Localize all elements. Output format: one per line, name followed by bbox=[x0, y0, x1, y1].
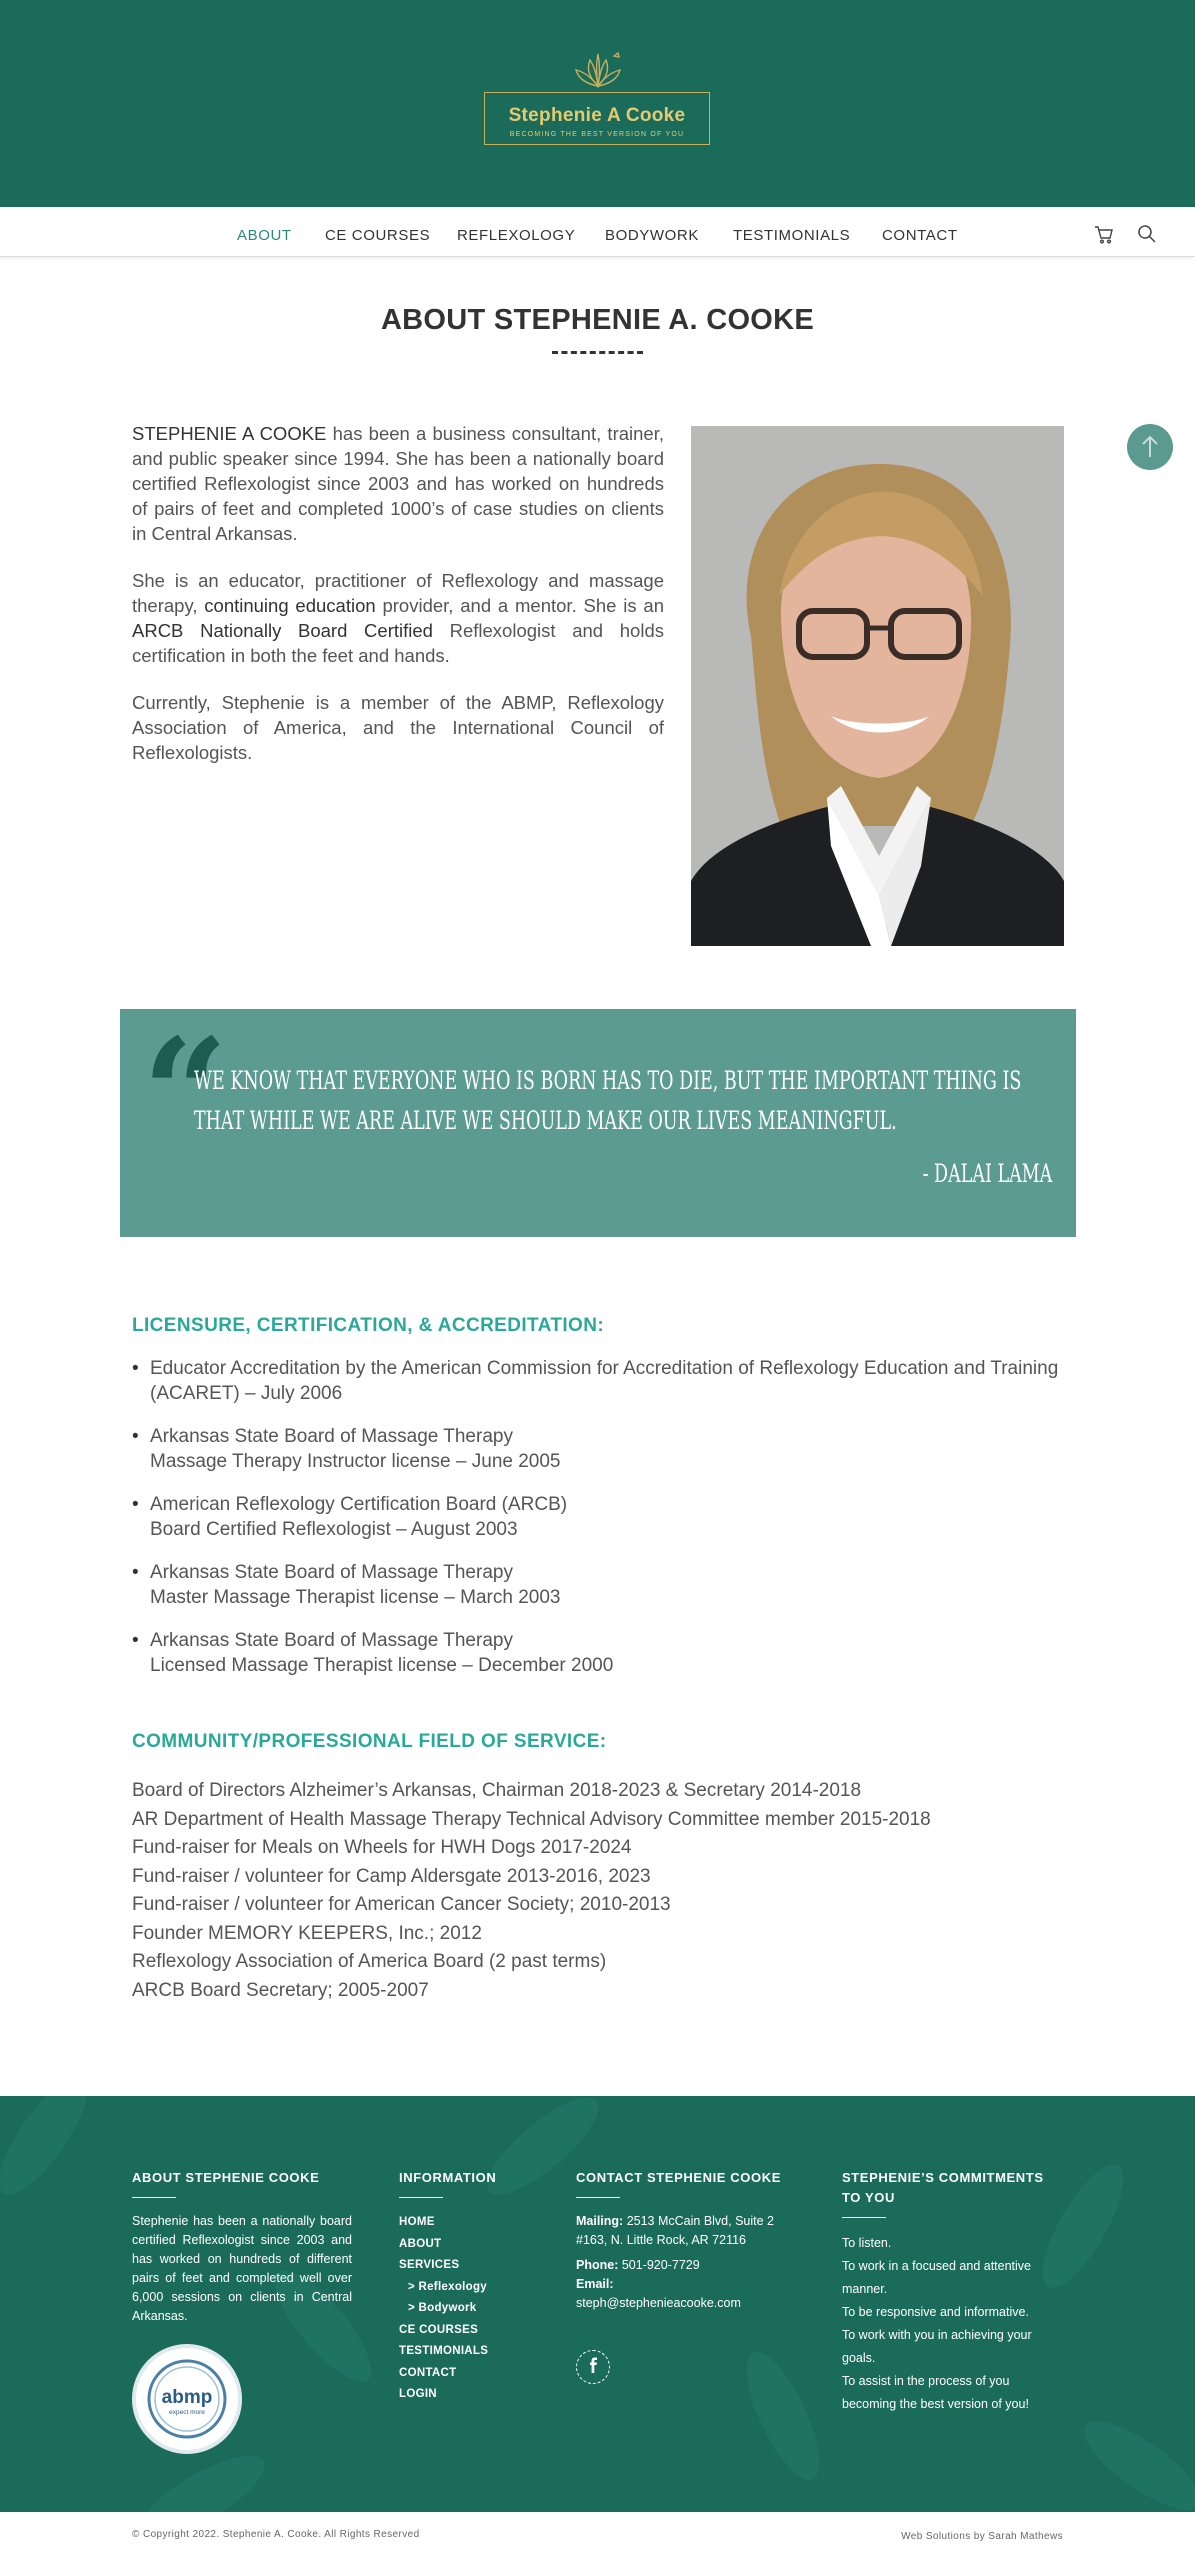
leaf-decoration bbox=[1072, 2407, 1195, 2512]
list-item bbox=[132, 1628, 1064, 1678]
site-header bbox=[0, 0, 1195, 207]
facebook-icon bbox=[578, 2351, 609, 2382]
quote-block bbox=[120, 1006, 1076, 1237]
item-line: Massage Therapy Instructor license – June 2005 bbox=[150, 1451, 561, 1472]
footer-link-login[interactable]: LOGIN bbox=[399, 2388, 437, 2400]
footer-link-contact[interactable]: CONTACT bbox=[399, 2366, 457, 2379]
back-to-top-button[interactable] bbox=[1127, 424, 1173, 470]
abmp-logo-icon bbox=[136, 2348, 238, 2450]
footer-link-about[interactable]: ABOUT bbox=[399, 2237, 442, 2250]
community-heading: COMMUNITY/PROFESSIONAL FIELD OF SERVICE: bbox=[132, 1731, 607, 1752]
list-item bbox=[132, 1424, 1064, 1474]
leaf-decoration bbox=[733, 2343, 834, 2489]
item-line: Educator Accreditation by the American Commission for Accreditation of Reflexology Education and Training (ACARET) – July 2006 bbox=[150, 1358, 1059, 1404]
licensure-list bbox=[132, 1356, 1064, 1696]
footer-link-testimonials[interactable]: TESTIMONIALS bbox=[399, 2345, 489, 2357]
quote-author: - DALAI LAMA bbox=[922, 1159, 1052, 1188]
title-divider bbox=[552, 351, 643, 354]
phone bbox=[576, 2256, 806, 2275]
copyright-text: © Copyright 2022. Stephenie A. Cooke. All Rights Reserved bbox=[132, 2529, 420, 2540]
arrow-up-icon bbox=[1127, 424, 1173, 470]
community-list bbox=[132, 1777, 1064, 2005]
mailing-address bbox=[576, 2212, 806, 2250]
lotus-logo-icon bbox=[568, 48, 628, 92]
bio-text: provider, and a mentor. She is an bbox=[375, 595, 664, 616]
bio-text: has been a business consultant, trainer, and public speaker since 1994. She has been a nationally board certified Reflexologist since 2003 and has worked on hundreds of pairs of feet and completed 1000’s of case studies on clients in Central Arkansas. bbox=[132, 423, 664, 544]
item-line: Board Certified Reflexologist – August 2003 bbox=[150, 1519, 518, 1540]
list-item: Fund-raiser for Meals on Wheels for HWH Dogs 2017-2024 bbox=[132, 1837, 632, 1858]
item-line: Arkansas State Board of Massage Therapy bbox=[150, 1630, 513, 1651]
footer-about-heading: ABOUT STEPHENIE COOKE bbox=[132, 2170, 320, 2185]
item-line: Arkansas State Board of Massage Therapy bbox=[150, 1562, 513, 1583]
footer-link-ce-courses[interactable]: CE COURSES bbox=[399, 2323, 479, 2336]
footer-commitments bbox=[842, 2168, 1063, 2416]
commitment-item: To work in a focused and attentive manner. bbox=[842, 2259, 1032, 2296]
item-line: Master Massage Therapist license – March 2003 bbox=[150, 1587, 561, 1608]
footer-link-bodywork[interactable]: > Bodywork bbox=[408, 2302, 477, 2314]
list-item: Fund-raiser / volunteer for American Cancer Society; 2010-2013 bbox=[132, 1894, 671, 1915]
commitment-item: To assist in the process of you becoming the best version of you! bbox=[842, 2374, 1029, 2411]
footer-about-text: Stephenie has been a nationally board certified Reflexologist since 2003 and has worked on hundreds of different pairs of feet and completed well over 6,000 sessions on clients in Central Arkansas. bbox=[132, 2214, 352, 2323]
list-item: Reflexology Association of America Board (2 past terms) bbox=[132, 1951, 607, 1972]
footer-contact bbox=[576, 2168, 806, 2313]
divider bbox=[576, 2197, 620, 2198]
bio-paragraph-3: Currently, Stephenie is a member of the ABMP, Reflexology Association of America, and the International Council of Reflexologists. bbox=[132, 692, 664, 763]
item-line: American Reflexology Certification Board (ARCB) bbox=[150, 1494, 568, 1515]
email-label: Email: bbox=[576, 2277, 614, 2291]
mailing-value: 2513 McCain Blvd, Suite 2 #163, N. Little Rock, AR 72116 bbox=[576, 2214, 774, 2247]
list-item: AR Department of Health Massage Therapy Technical Advisory Committee member 2015-2018 bbox=[132, 1808, 931, 1830]
footer-link-services[interactable]: SERVICES bbox=[399, 2259, 460, 2271]
logo-tagline: BECOMING THE BEST VERSION OF YOU bbox=[509, 131, 685, 138]
divider bbox=[399, 2197, 443, 2198]
footer-info-heading: INFORMATION bbox=[399, 2170, 497, 2185]
nav-bodywork[interactable]: BODYWORK bbox=[605, 227, 699, 244]
footer-about bbox=[132, 2168, 352, 2326]
copyright-bar bbox=[0, 2512, 1195, 2560]
quote-mark-icon: “ bbox=[142, 1006, 229, 1182]
bio-text: Reflexologist and holds certification in both the feet and hands. bbox=[132, 620, 664, 666]
about-bio bbox=[132, 421, 664, 787]
arcb-link[interactable]: ARCB Nationally Board Certified bbox=[132, 620, 433, 641]
list-item: Board of Directors Alzheimer’s Arkansas, Chairman 2018-2023 & Secretary 2014-2018 bbox=[132, 1780, 862, 1801]
list-item: Fund-raiser / volunteer for Camp Aldersgate 2013-2016, 2023 bbox=[132, 1865, 651, 1887]
list-item: ARCB Board Secretary; 2005-2007 bbox=[132, 1979, 429, 2001]
logo-name: Stephenie A Cooke bbox=[508, 105, 686, 126]
list-item: Founder MEMORY KEEPERS, Inc.; 2012 bbox=[132, 1922, 482, 1944]
footer-contact-heading: CONTACT STEPHENIE COOKE bbox=[576, 2170, 781, 2185]
email-link[interactable]: steph@stephenieacooke.com bbox=[576, 2296, 741, 2310]
bio-name: STEPHENIE A COOKE bbox=[132, 423, 327, 444]
commitment-item: To work with you in achieving your goals. bbox=[842, 2328, 1032, 2365]
nav-about[interactable]: ABOUT bbox=[237, 227, 292, 244]
nav-testimonials[interactable]: TESTIMONIALS bbox=[733, 227, 851, 244]
cart-icon[interactable] bbox=[1093, 223, 1115, 245]
web-credit-link[interactable]: Web Solutions by Sarah Mathews bbox=[901, 2531, 1063, 2542]
search-icon[interactable] bbox=[1136, 223, 1158, 245]
ce-link[interactable]: continuing education bbox=[204, 595, 376, 616]
nav-ce-courses[interactable]: CE COURSES bbox=[325, 227, 431, 244]
licensure-heading: LICENSURE, CERTIFICATION, & ACCREDITATION: bbox=[132, 1315, 605, 1336]
portrait-illustration bbox=[691, 426, 1064, 946]
main-nav bbox=[0, 211, 1195, 257]
bio-paragraph-2 bbox=[132, 568, 664, 668]
commitment-item: To listen. bbox=[842, 2236, 892, 2250]
divider bbox=[842, 2217, 886, 2218]
abmp-badge-text: abmp bbox=[161, 2387, 213, 2408]
page-title: ABOUT STEPHENIE A. COOKE bbox=[380, 304, 815, 336]
commitment-item: To be responsive and informative. bbox=[842, 2305, 1029, 2319]
footer-information bbox=[399, 2168, 559, 2406]
phone-label: Phone: bbox=[576, 2258, 619, 2272]
site-footer bbox=[0, 2096, 1195, 2512]
nav-reflexology[interactable]: REFLEXOLOGY bbox=[457, 227, 576, 244]
list-item bbox=[132, 1560, 1064, 1610]
bio-paragraph-1 bbox=[132, 421, 664, 546]
email bbox=[576, 2275, 806, 2313]
abmp-badge[interactable] bbox=[132, 2344, 242, 2454]
facebook-button[interactable] bbox=[576, 2350, 610, 2384]
nav-contact[interactable]: CONTACT bbox=[882, 227, 958, 244]
logo[interactable] bbox=[484, 92, 710, 145]
item-line: Licensed Massage Therapist license – December 2000 bbox=[150, 1655, 614, 1676]
mailing-label: Mailing: bbox=[576, 2214, 624, 2228]
divider bbox=[132, 2197, 176, 2198]
phone-value[interactable]: 501-920-7729 bbox=[618, 2258, 700, 2272]
list-item bbox=[132, 1356, 1064, 1406]
footer-commitments-heading: STEPHENIE’S COMMITMENTS TO YOU bbox=[842, 2170, 1044, 2205]
list-item bbox=[132, 1492, 1064, 1542]
footer-link-home[interactable]: HOME bbox=[399, 2216, 435, 2228]
item-line: Arkansas State Board of Massage Therapy bbox=[150, 1426, 513, 1447]
leaf-decoration bbox=[0, 2096, 102, 2207]
footer-link-reflexology[interactable]: > Reflexology bbox=[408, 2280, 487, 2293]
portrait-photo bbox=[691, 426, 1064, 946]
abmp-badge-subtext: expect more bbox=[169, 2409, 205, 2416]
quote-text: WE KNOW THAT EVERYONE WHO IS BORN HAS TO DIE, BUT THE IMPORTANT THING IS THAT WHILE WE ARE ALIVE WE SHOULD MAKE OUR LIVES MEANINGFUL. bbox=[194, 1066, 1022, 1135]
bio-text: She is an educator, practitioner of Reflexology and massage therapy, bbox=[132, 570, 664, 616]
